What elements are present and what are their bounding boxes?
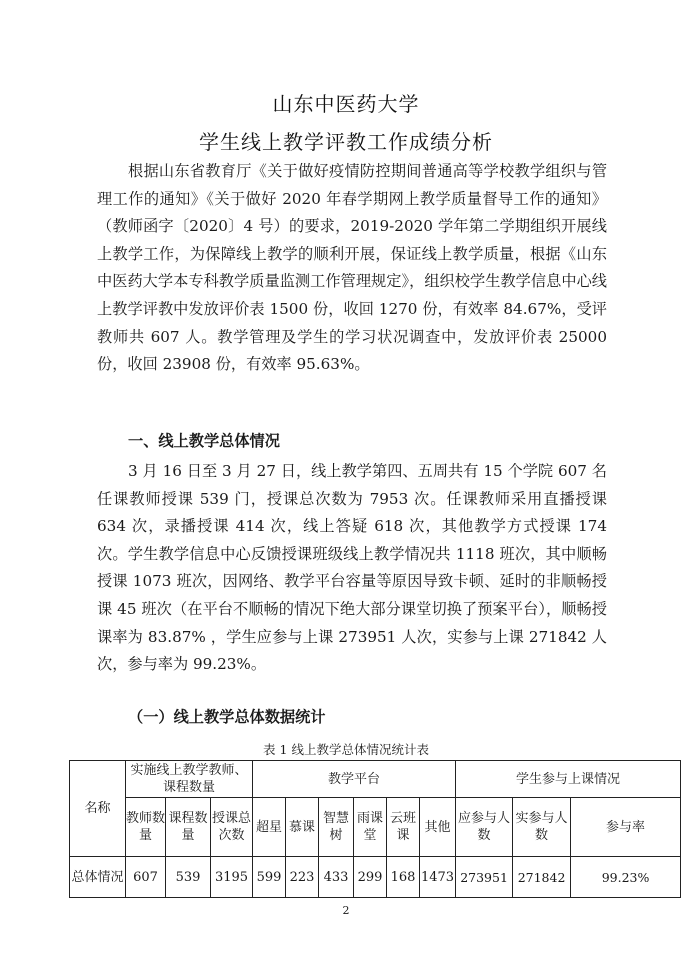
cell-chaoxing: 599 [253, 857, 286, 898]
statistics-table [69, 760, 681, 898]
document-title-university: 山东中医药大学 [272, 92, 420, 116]
header-yuketang: 雨课堂 [354, 798, 387, 857]
document-title-report: 学生线上教学评教工作成绩分析 [199, 130, 493, 154]
row-label: 总体情况 [70, 857, 126, 898]
overall-situation-paragraph: 3 月 16 日至 3 月 27 日，线上教学第四、五周共有 15 个学院 607 名任课教师授课 539 门，授课总次数为 7953 次。任课教师采用直播授课 634 次，录播授课 414 次，线上答疑 618 次，其他教学方式授课 174 次。学生教学信息中心反馈授课班级线上教学情况共 1118 班次，其中顺畅授课 1073 班次，因网络、教学平台容量等原因导致卡顿、延时的非顺畅授课 45 班次（在平台不顺畅的情况下绝大部分课堂切换了预案平台），顺畅授课率为 83.87% ，学生应参与上课 273951 人次，实参与上课 271842 人次，参与率为 99.23%。 [97, 462, 607, 674]
page-number: 2 [342, 904, 350, 917]
header-total-sessions: 授课总次数 [211, 798, 253, 857]
header-teacher-count: 教师数量 [126, 798, 166, 857]
header-zhihuishu: 智慧树 [319, 798, 354, 857]
header-group-students: 学生参与上课情况 [456, 761, 681, 798]
table-header-row-2 [70, 798, 681, 857]
table-row [70, 857, 681, 898]
cell-course-count: 539 [166, 857, 211, 898]
cell-mooc: 223 [286, 857, 319, 898]
cell-teacher-count: 607 [126, 857, 166, 898]
cell-rate: 99.23% [571, 857, 681, 898]
header-group-teachers: 实施线上教学教师、课程数量 [126, 761, 253, 798]
table-header-row-1 [70, 761, 681, 798]
header-yunbanke: 云班课 [387, 798, 420, 857]
cell-yuketang: 299 [354, 857, 387, 898]
header-actual: 实参与人数 [513, 798, 571, 857]
cell-expected: 273951 [456, 857, 513, 898]
header-course-count: 课程数量 [166, 798, 211, 857]
header-expected: 应参与人数 [456, 798, 513, 857]
section-heading-overall: 一、线上教学总体情况 [128, 432, 280, 450]
header-group-platform: 教学平台 [253, 761, 456, 798]
header-other: 其他 [420, 798, 456, 857]
intro-paragraph: 根据山东省教育厅《关于做好疫情防控期间普通高等学校教学组织与管理工作的通知》《关于做好 2020 年春学期网上教学质量督导工作的通知》（教师函字〔2020〕4 号）的要求，2019-2020 学年第二学期组织开展线上教学工作，为保障线上教学的顺利开展，保证线上教学质量，根据《山东中医药大学本专科教学质量监测工作管理规定》，组织校学生教学信息中心线上教学评教中发放评价表 1500 份，收回 1270 份，有效率 84.67%，受评教师共 607 人。教学管理及学生的学习状况调查中，发放评价表 25000 份，收回 23908 份，有效率 95.63%。 [97, 162, 607, 374]
table-caption: 表 1 线上教学总体情况统计表 [263, 742, 429, 757]
header-name: 名称 [70, 761, 126, 857]
header-mooc: 慕课 [286, 798, 319, 857]
subsection-heading-statistics: （一）线上教学总体数据统计 [128, 708, 326, 726]
cell-zhihuishu: 433 [319, 857, 354, 898]
cell-yunbanke: 168 [387, 857, 420, 898]
cell-total-sessions: 3195 [211, 857, 253, 898]
header-rate: 参与率 [571, 798, 681, 857]
cell-other: 1473 [420, 857, 456, 898]
header-chaoxing: 超星 [253, 798, 286, 857]
cell-actual: 271842 [513, 857, 571, 898]
